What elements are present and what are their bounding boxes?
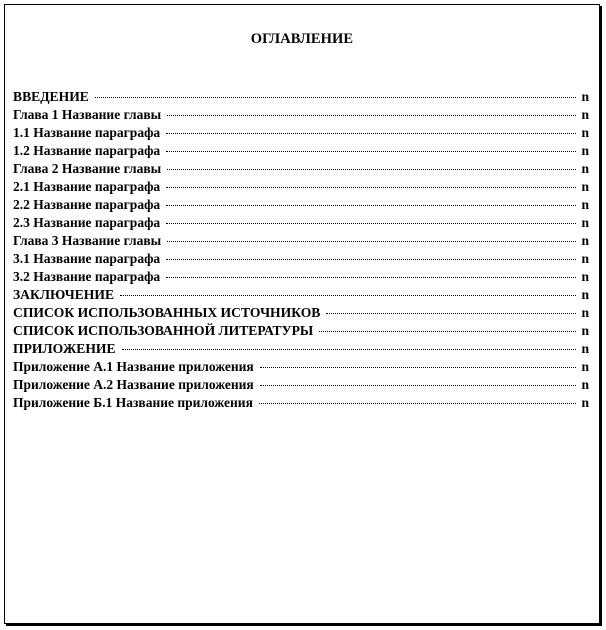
toc-entry <box>13 124 589 142</box>
toc-entry-label: ЗАКЛЮЧЕНИЕ <box>13 287 115 302</box>
toc-entry <box>13 250 589 268</box>
toc-dot-leader <box>319 331 576 332</box>
toc-entry-label: Глава 3 Название главы <box>13 233 162 248</box>
toc-entry <box>13 214 589 232</box>
toc-entry <box>13 178 589 196</box>
toc-entry-label: Приложение А.1 Название приложения <box>13 359 254 374</box>
toc-entry-label: Глава 2 Название главы <box>13 161 162 176</box>
toc-entry-page: n <box>581 179 589 194</box>
toc-dot-leader <box>259 403 576 404</box>
toc-dot-leader <box>167 169 576 170</box>
toc-entry-page: n <box>581 377 589 392</box>
toc-entry-page: n <box>581 125 589 140</box>
toc-entry-label: ВВЕДЕНИЕ <box>13 89 89 104</box>
toc-entry-label: 2.3 Название параграфа <box>13 215 161 230</box>
toc-entry <box>13 88 589 106</box>
toc-entry <box>13 376 589 394</box>
toc-entry <box>13 232 589 250</box>
toc-dot-leader <box>326 313 576 314</box>
toc-entry-label: Глава 1 Название главы <box>13 107 162 122</box>
toc-entry-label: Приложение А.2 Название приложения <box>13 377 254 392</box>
toc-entry <box>13 304 589 322</box>
toc-entry-page: n <box>581 251 589 266</box>
document-page <box>4 4 600 624</box>
toc-dot-leader <box>166 187 576 188</box>
toc-dot-leader <box>167 241 576 242</box>
toc-entry-label: СПИСОК ИСПОЛЬЗОВАННОЙ ЛИТЕРАТУРЫ <box>13 323 314 338</box>
toc-entry-label: 1.2 Название параграфа <box>13 143 161 158</box>
toc-entry <box>13 358 589 376</box>
toc-entry <box>13 268 589 286</box>
toc-dot-leader <box>166 259 576 260</box>
toc-entry-page: n <box>581 143 589 158</box>
toc-entry-label: 1.1 Название параграфа <box>13 125 161 140</box>
toc-entry-label: 3.2 Название параграфа <box>13 269 161 284</box>
toc-entry <box>13 196 589 214</box>
toc-entry-page: n <box>581 197 589 212</box>
toc-entry-page: n <box>581 305 589 320</box>
toc-entry-page: n <box>581 395 589 410</box>
toc-entry-page: n <box>581 233 589 248</box>
toc-dot-leader <box>122 349 576 350</box>
toc-dot-leader <box>260 385 576 386</box>
toc-entry-page: n <box>581 359 589 374</box>
toc-entry-page: n <box>581 287 589 302</box>
toc-entry-page: n <box>581 341 589 356</box>
toc-entry <box>13 106 589 124</box>
toc-dot-leader <box>166 277 576 278</box>
toc-entry <box>13 286 589 304</box>
toc-title: ОГЛАВЛЕНИЕ <box>250 31 354 47</box>
toc-entry-label: 2.2 Название параграфа <box>13 197 161 212</box>
toc-dot-leader <box>260 367 576 368</box>
toc-dot-leader <box>95 97 576 98</box>
toc-entry-label: 3.1 Название параграфа <box>13 251 161 266</box>
toc-entry <box>13 322 589 340</box>
toc-entry-label: Приложение Б.1 Название приложения <box>13 395 253 410</box>
toc-dot-leader <box>167 115 576 116</box>
toc-entry-page: n <box>581 269 589 284</box>
toc-entry-label: СПИСОК ИСПОЛЬЗОВАННЫХ ИСТОЧНИКОВ <box>13 305 321 320</box>
toc-entry <box>13 394 589 412</box>
toc-entry <box>13 160 589 178</box>
toc-entry-page: n <box>581 161 589 176</box>
toc-list <box>13 88 589 412</box>
toc-entry-page: n <box>581 107 589 122</box>
toc-dot-leader <box>166 223 576 224</box>
toc-entry-page: n <box>581 323 589 338</box>
toc-dot-leader <box>166 151 576 152</box>
toc-entry <box>13 340 589 358</box>
toc-entry-label: ПРИЛОЖЕНИЕ <box>13 341 116 356</box>
toc-entry-label: 2.1 Название параграфа <box>13 179 161 194</box>
toc-dot-leader <box>166 133 576 134</box>
toc-dot-leader <box>166 205 576 206</box>
toc-entry-page: n <box>581 89 589 104</box>
toc-entry <box>13 142 589 160</box>
toc-entry-page: n <box>581 215 589 230</box>
toc-dot-leader <box>120 295 576 296</box>
